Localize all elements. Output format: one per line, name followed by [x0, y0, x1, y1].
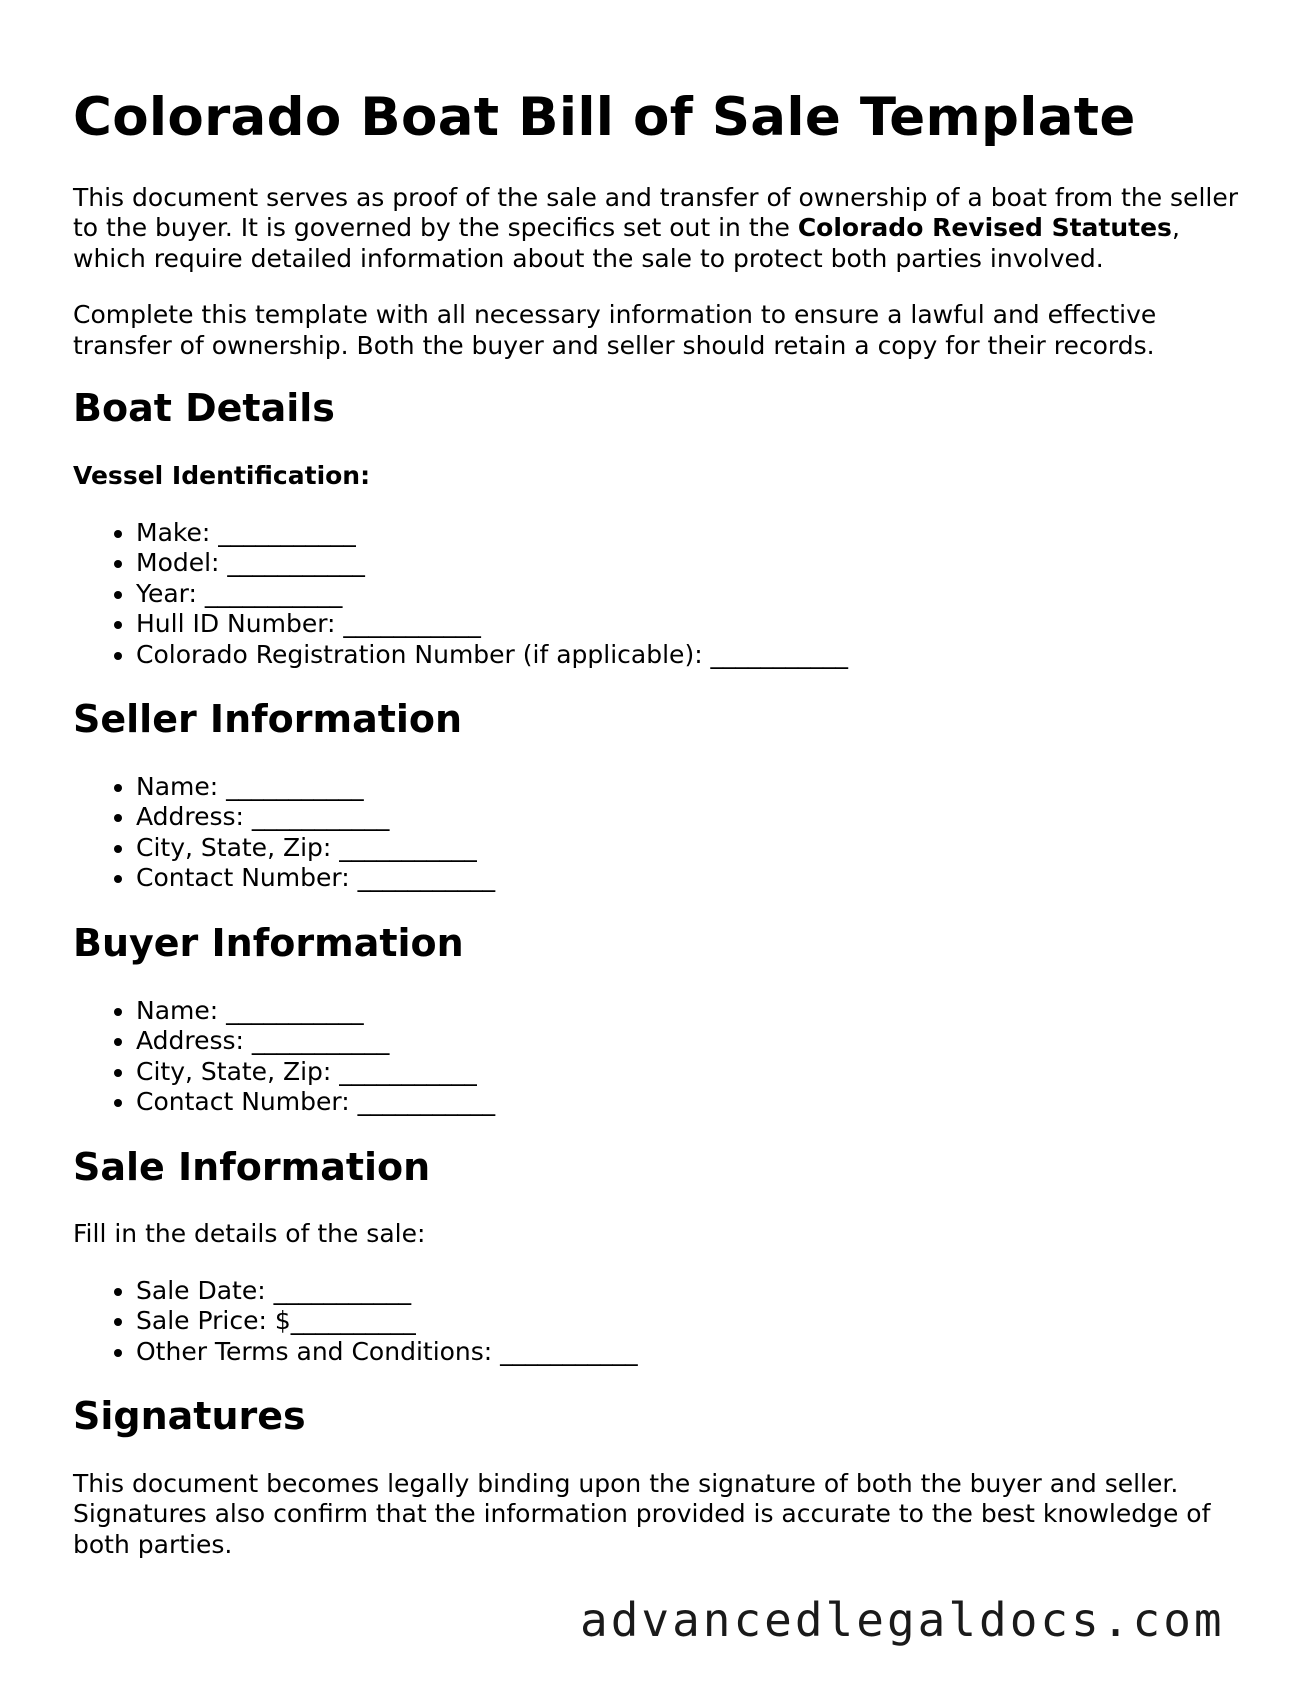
seller-information-list: [73, 772, 1253, 894]
sale-information-intro: Fill in the details of the sale:: [73, 1219, 426, 1249]
field-model[interactable]: • Model: ___________: [136, 548, 1253, 579]
signatures-paragraph: This document becomes legally binding upon the signature of both the buyer and seller. Signatures also confirm that the information provided is accurate to the best knowledge of both parties.: [73, 1468, 1211, 1559]
boat-details-heading: Boat Details: [73, 386, 335, 431]
intro-statute-name: Colorado Revised Statutes: [797, 213, 1172, 243]
field-make[interactable]: • Make: ___________: [136, 518, 1253, 549]
buyer-address-field[interactable]: • Address: ___________: [136, 1026, 1253, 1057]
field-registration-number[interactable]: • Colorado Registration Number (if applicable): ___________: [136, 640, 1253, 671]
instruction-paragraph: Complete this template with all necessary information to ensure a lawful and effective transfer of ownership. Both the buyer and seller should retain a copy for their records.: [73, 300, 1157, 360]
buyer-city-state-zip-field[interactable]: • City, State, Zip: ___________: [136, 1057, 1253, 1088]
buyer-name-field[interactable]: • Name: ___________: [136, 996, 1253, 1027]
seller-address-field[interactable]: • Address: ___________: [136, 802, 1253, 833]
field-hull-id[interactable]: • Hull ID Number: ___________: [136, 609, 1253, 640]
field-year[interactable]: • Year: ___________: [136, 579, 1253, 610]
document-page: [73, 88, 1253, 1586]
page-title: Colorado Boat Bill of Sale Template: [73, 87, 1136, 148]
sale-date-field[interactable]: • Sale Date: ___________: [136, 1276, 1253, 1307]
buyer-information-list: [73, 996, 1253, 1118]
sale-information-list: [73, 1276, 1253, 1368]
seller-name-field[interactable]: • Name: ___________: [136, 772, 1253, 803]
boat-details-list: [73, 518, 1253, 671]
seller-contact-number-field[interactable]: • Contact Number: ___________: [136, 863, 1253, 894]
other-terms-field[interactable]: • Other Terms and Conditions: ___________: [136, 1337, 1253, 1368]
sale-information-heading: Sale Information: [73, 1144, 431, 1189]
signatures-heading: Signatures: [73, 1394, 306, 1439]
intro-text-part2: , which require detailed information about the sale to protect both parties involved.: [73, 213, 1180, 273]
buyer-contact-number-field[interactable]: • Contact Number: ___________: [136, 1087, 1253, 1118]
buyer-information-heading: Buyer Information: [73, 920, 464, 965]
sale-price-field[interactable]: • Sale Price: $__________: [136, 1306, 1253, 1337]
intro-paragraph: [73, 183, 1253, 275]
vessel-identification-label: Vessel Identification:: [73, 461, 371, 491]
watermark-text: advancedlegaldocs.com: [580, 1593, 1225, 1647]
intro-text-part1: This document serves as proof of the sale and transfer of ownership of a boat from the seller to the buyer. It is governed by the specifics set out in the: [73, 182, 1238, 243]
seller-information-heading: Seller Information: [73, 697, 463, 742]
seller-city-state-zip-field[interactable]: • City, State, Zip: ___________: [136, 833, 1253, 864]
